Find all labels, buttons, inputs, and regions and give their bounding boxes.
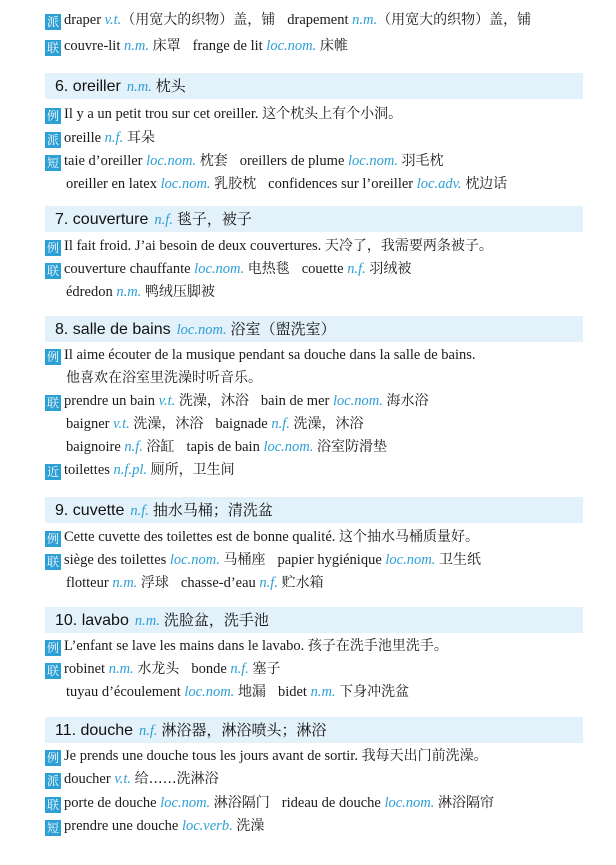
headword: 11. douche <box>55 722 133 739</box>
term: taie d’oreiller <box>64 153 143 169</box>
part-of-speech: n.m. <box>134 613 160 629</box>
term: prendre une douche <box>64 818 179 834</box>
example-translation: 孩子在洗手池里洗手。 <box>307 638 448 654</box>
term: frange de lit <box>192 38 263 54</box>
related-line <box>66 413 364 435</box>
part-of-speech: loc.adv. <box>416 176 462 192</box>
example-translation: 这个抽水马桶质量好。 <box>339 529 480 545</box>
term: siège des toilettes <box>64 552 167 568</box>
phrase-line <box>45 150 444 172</box>
term: baignade <box>215 416 268 432</box>
derivation-tag: 派 <box>46 133 59 147</box>
translation: 洗脸盆，洗手池 <box>163 611 269 629</box>
translation: 地漏 <box>237 684 266 700</box>
related-tag: 联 <box>46 798 59 812</box>
term: tuyau d’écoulement <box>66 684 181 700</box>
translation: 下身冲洗盆 <box>339 684 410 700</box>
term: papier hygiénique <box>277 552 382 568</box>
headword: 10. lavabo <box>55 612 129 629</box>
translation: 羽绒被 <box>369 261 412 277</box>
term: flotteur <box>66 575 109 591</box>
example-tag: 例 <box>46 350 59 364</box>
term: chasse-d’eau <box>180 575 256 591</box>
translation: 枕套 <box>199 153 228 169</box>
related-line <box>45 258 411 280</box>
entry-header <box>45 73 583 99</box>
translation: 厕所，卫生间 <box>150 462 235 478</box>
term: oreillers de plume <box>239 153 345 169</box>
example-tag: 例 <box>46 751 59 765</box>
translation: 马桶座 <box>223 552 266 568</box>
translation: 浮球 <box>140 575 169 591</box>
part-of-speech: n.f. <box>139 723 158 739</box>
translation: 枕边话 <box>465 176 508 192</box>
phrase-line <box>66 173 507 195</box>
term: baignoire <box>66 439 121 455</box>
example-tag: 例 <box>46 109 59 123</box>
part-of-speech: loc.nom. <box>160 176 211 192</box>
phrase-tag: 短 <box>46 156 59 170</box>
related-tag: 联 <box>46 264 59 278</box>
part-of-speech: loc.nom. <box>184 684 235 700</box>
translation: 洗澡 <box>236 818 265 834</box>
entry-header <box>45 607 583 633</box>
entry-header <box>45 497 583 523</box>
related-line <box>66 436 387 458</box>
related-line <box>66 681 409 703</box>
synonym-line <box>45 459 235 481</box>
translation: 海水浴 <box>386 393 429 409</box>
part-of-speech: loc.verb. <box>181 818 233 834</box>
translation: 枕头 <box>155 77 186 95</box>
term: édredon <box>66 284 113 300</box>
part-of-speech: loc.nom. <box>385 552 436 568</box>
example-tag: 例 <box>46 241 59 255</box>
translation: （用宽大的织物）盖，铺 <box>377 12 532 28</box>
part-of-speech: n.f. <box>259 575 278 591</box>
part-of-speech: loc.nom. <box>263 439 314 455</box>
term: robinet <box>64 661 106 677</box>
translation: 洗澡，沐浴 <box>178 393 249 409</box>
translation: 洗澡，沐浴 <box>133 416 204 432</box>
example-line <box>45 745 488 767</box>
part-of-speech: n.m. <box>124 38 149 54</box>
translation: 浴室防滑垫 <box>317 439 388 455</box>
part-of-speech: n.m. <box>112 575 138 591</box>
translation: 淋浴隔帘 <box>438 795 495 811</box>
example-translation: 天冷了，我需要两条被子。 <box>324 238 493 254</box>
part-of-speech: n.f.pl. <box>113 462 147 478</box>
term: oreille <box>64 130 102 146</box>
part-of-speech: n.f. <box>347 261 366 277</box>
example-sentence: Je prends une douche tous les jours avant de sortir. <box>64 748 358 764</box>
term: bain de mer <box>260 393 330 409</box>
example-sentence: Il aime écouter de la musique pendant sa douche dans la salle de bains. <box>64 347 476 363</box>
term: porte de douche <box>64 795 157 811</box>
term: baigner <box>66 416 110 432</box>
translation: 水龙头 <box>137 661 180 677</box>
term: rideau de douche <box>281 795 381 811</box>
term: drapement <box>287 12 349 28</box>
entry-header <box>45 316 583 342</box>
part-of-speech: n.f. <box>271 416 290 432</box>
example-line <box>45 103 402 125</box>
headword: 6. oreiller <box>55 78 121 95</box>
translation: 电热毯 <box>247 261 290 277</box>
part-of-speech: loc.nom. <box>160 795 211 811</box>
part-of-speech: loc.nom. <box>146 153 197 169</box>
part-of-speech: loc.nom. <box>384 795 435 811</box>
part-of-speech: v.t. <box>113 416 130 432</box>
headword: 7. couverture <box>55 211 149 228</box>
part-of-speech: v.t. <box>104 12 122 28</box>
example-translation: 他喜欢在浴室里洗澡时听音乐。 <box>66 370 262 386</box>
term: oreiller en latex <box>66 176 157 192</box>
translation: 床罩 <box>152 38 181 54</box>
term: prendre un bain <box>64 393 155 409</box>
translation: 淋浴器，淋浴喷头；淋浴 <box>161 721 327 739</box>
translation: 淋浴隔门 <box>213 795 270 811</box>
derivation-line <box>45 9 531 31</box>
translation: 耳朵 <box>126 130 155 146</box>
translation: 给……洗淋浴 <box>134 771 219 787</box>
term: bidet <box>277 684 307 700</box>
example-tag: 例 <box>46 641 59 655</box>
part-of-speech: loc.nom. <box>176 322 227 338</box>
translation: 浴室（盥洗室） <box>230 320 336 338</box>
entry-header <box>45 717 583 743</box>
term: confidences sur l’oreiller <box>268 176 414 192</box>
translation: 洗澡，沐浴 <box>293 416 364 432</box>
translation: 抽水马桶；清洗盆 <box>152 501 273 519</box>
part-of-speech: v.t. <box>114 771 131 787</box>
translation: 鸭绒压脚被 <box>144 284 215 300</box>
part-of-speech: n.m. <box>116 284 142 300</box>
part-of-speech: v.t. <box>158 393 176 409</box>
translation: 塞子 <box>252 661 281 677</box>
synonym-tag: 近 <box>46 465 59 479</box>
translation: 羽毛枕 <box>401 153 444 169</box>
translation: （用宽大的织物）盖，铺 <box>121 12 276 28</box>
related-line <box>66 572 324 594</box>
example-line <box>45 235 493 257</box>
term: bonde <box>191 661 227 677</box>
entry-header <box>45 206 583 232</box>
translation: 毯子，被子 <box>176 210 252 228</box>
term: draper <box>64 12 102 28</box>
part-of-speech: n.f. <box>230 661 249 677</box>
example-sentence: L’enfant se lave les mains dans le lavabo. <box>64 638 305 654</box>
part-of-speech: loc.nom. <box>332 393 383 409</box>
term: toilettes <box>64 462 110 478</box>
part-of-speech: n.f. <box>154 212 173 228</box>
term: tapis de bain <box>186 439 260 455</box>
translation: 浴缸 <box>146 439 175 455</box>
headword: 9. cuvette <box>55 502 125 519</box>
part-of-speech: loc.nom. <box>169 552 220 568</box>
example-sentence: Il y a un petit trou sur cet oreiller. <box>64 106 259 122</box>
example-translation-line <box>66 367 262 389</box>
part-of-speech: loc.nom. <box>266 38 317 54</box>
part-of-speech: n.m. <box>108 661 134 677</box>
related-tag: 联 <box>46 664 59 678</box>
phrase-line <box>45 815 264 837</box>
term: doucher <box>64 771 111 787</box>
derivation-line <box>45 768 219 790</box>
translation: 卫生纸 <box>438 552 481 568</box>
example-line <box>45 344 476 366</box>
term: couverture chauffante <box>64 261 191 277</box>
related-line <box>45 658 281 680</box>
related-line <box>45 390 429 412</box>
related-tag: 联 <box>46 396 59 410</box>
related-line <box>45 792 494 814</box>
derivation-tag: 派 <box>46 774 59 788</box>
translation: 乳胶枕 <box>214 176 257 192</box>
phrase-tag: 短 <box>46 821 59 835</box>
derivation-line <box>45 127 155 149</box>
related-tag: 联 <box>46 41 59 55</box>
headword: 8. salle de bains <box>55 321 171 338</box>
example-translation: 我每天出门前洗澡。 <box>361 748 488 764</box>
derivation-tag: 派 <box>46 15 59 29</box>
part-of-speech: n.f. <box>124 439 143 455</box>
related-line <box>45 35 348 57</box>
example-line <box>45 526 479 548</box>
example-line <box>45 635 448 657</box>
part-of-speech: n.m. <box>126 79 152 95</box>
translation: 贮水箱 <box>281 575 324 591</box>
example-sentence: Cette cuvette des toilettes est de bonne qualité. <box>64 529 336 545</box>
related-line <box>66 281 215 303</box>
related-line <box>45 549 481 571</box>
translation: 床帷 <box>319 38 348 54</box>
example-tag: 例 <box>46 532 59 546</box>
part-of-speech: n.m. <box>352 12 378 28</box>
part-of-speech: n.f. <box>130 503 149 519</box>
term: couvre-lit <box>64 38 121 54</box>
example-sentence: Il fait froid. J’ai besoin de deux couvertures. <box>64 238 322 254</box>
term: couette <box>301 261 344 277</box>
example-translation: 这个枕头上有个小洞。 <box>262 106 403 122</box>
part-of-speech: n.m. <box>310 684 336 700</box>
related-tag: 联 <box>46 555 59 569</box>
part-of-speech: loc.nom. <box>348 153 398 169</box>
part-of-speech: n.f. <box>104 130 124 146</box>
part-of-speech: loc.nom. <box>194 261 245 277</box>
